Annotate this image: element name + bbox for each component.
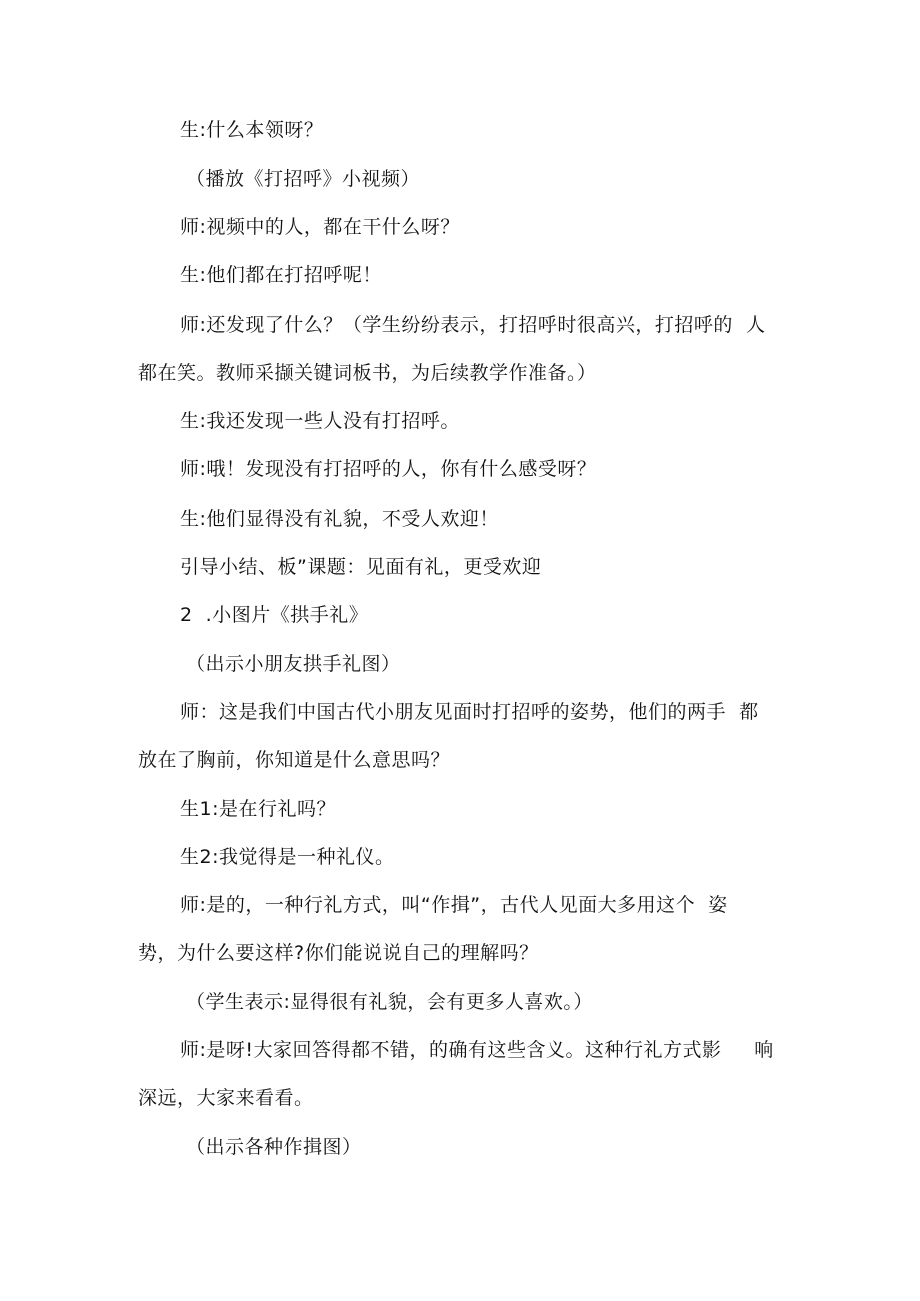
text-line: 都在笑。教师采撷关键词板书，为后续教学作准备。）	[138, 362, 597, 384]
text-line: 生1:是在行礼吗？	[180, 798, 336, 820]
text-line: 师:哦！发现没有打招呼的人，你有什么感受呀？	[180, 458, 597, 480]
text-line: （出示各种作揖图）	[186, 1136, 362, 1158]
text-line: （播放《打招呼》小视频）	[186, 168, 421, 190]
text-line: 生:我还发现一些人没有打招呼。	[180, 410, 460, 432]
text-line: 师:还发现了什么？（学生纷纷表示，打招呼时很高兴，打招呼的 人	[180, 314, 766, 336]
text-line: 生:什么本领呀？	[180, 119, 324, 141]
text-line: 师：这是我们中国古代小朋友见面时打招呼的姿势，他们的两手 都	[180, 701, 759, 723]
text-line: 势，为什么要这样?你们能说说自己的理解吗？	[138, 942, 539, 964]
text-line: 引导小结、板”课题：见面有礼，更受欢迎	[180, 556, 542, 578]
text-line: 深远，大家来看看。	[138, 1087, 314, 1109]
text-line: 2 .小图片《拱手礼》	[180, 604, 369, 626]
text-line: 放在了胸前，你知道是什么意思吗？	[138, 749, 451, 771]
text-line: 师:视频中的人，都在干什么呀？	[180, 216, 460, 238]
text-line: 师:是呀!大家回答得都不错，的确有这些含义。这种行礼方式影 响	[180, 1039, 774, 1061]
text-line: 师:是的，一种行礼方式，叫“作揖”，古代人见面大多用这个 姿	[180, 894, 728, 916]
text-line: （出示小朋友拱手礼图）	[186, 653, 401, 675]
text-line: （学生表示:显得很有礼貌，会有更多人喜欢。）	[186, 991, 593, 1013]
text-line: 生:他们都在打招呼呢！	[180, 264, 382, 286]
text-line: 生2:我觉得是一种礼仪。	[180, 846, 395, 868]
text-line: 生:他们显得没有礼貌，不受人欢迎！	[180, 508, 499, 530]
